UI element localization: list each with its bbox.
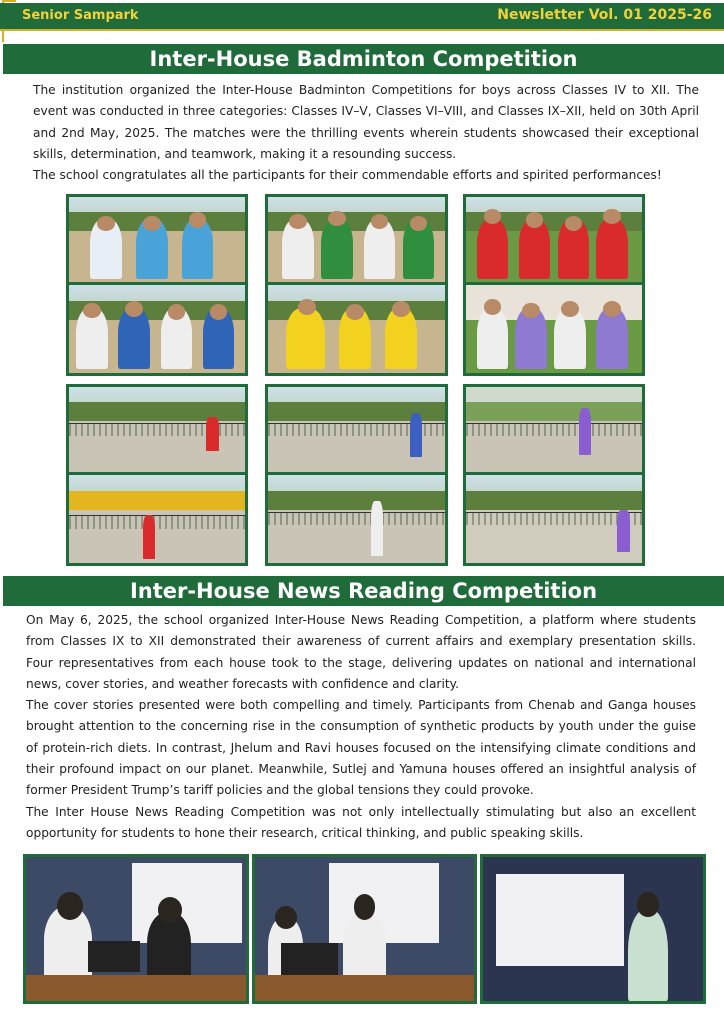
news-reading-paragraph-2: The cover stories presented were both compelling and timely. Participants from Chenab and Ganga houses brought attention to the concerning rise in the consumption of synthetic products by youth under the guise of protein-rich diets. In contrast, Jhelum and Ravi houses focused on the intensifying climate conditions and their profound impact on our planet. Meanwhile, Sutlej and Yamuna houses offered an insightful analysis of former President Trump’s tariff policies and the global tensions they could provoke. <box>26 698 696 798</box>
news-reading-photo-2 <box>252 854 477 1004</box>
news-reading-paragraph-3: The Inter House News Reading Competition was not only intellectually stimulating but also an excellent opportunity for students to hone their research, critical thinking, and public speaking skills. <box>26 804 696 840</box>
news-reading-section-title: Inter-House News Reading Competition <box>3 576 724 606</box>
badminton-paragraph-1: The institution organized the Inter-House Badminton Competitions for boys across Classes IV to XII. The event was conducted in three categories: Classes IV–V, Classes VI–VIII, and Classes IX–XII, held on 30th April and 2nd May, 2025. The matches were the thrilling events wherein students showcased their exceptional skills, determination, and teamwork, making it a resounding success. <box>33 83 699 161</box>
news-reading-paragraph-1: On May 6, 2025, the school organized Inter-House News Reading Competition, a platform where students from Classes IX to XII demonstrated their awareness of current affairs and exemplary presentation skills. Four representatives from each house took to the stage, delivering updates on national and international news, cover stories, and weather forecasts with confidence and clarity. <box>26 613 696 691</box>
badminton-action-photo-2 <box>265 384 448 566</box>
news-reading-photo-3 <box>480 854 706 1004</box>
badminton-section-title: Inter-House Badminton Competition <box>3 44 724 74</box>
badminton-action-photo-3 <box>463 384 645 566</box>
badminton-group-photo-3 <box>463 194 645 376</box>
badminton-article <box>33 80 699 186</box>
badminton-paragraph-2: The school congratulates all the participants for their commendable efforts and spirited performances! <box>33 168 662 183</box>
newsletter-name: Senior Sampark <box>22 8 139 23</box>
newsletter-header-bar <box>0 3 724 31</box>
badminton-group-photo-1 <box>66 194 248 376</box>
news-reading-photo-1 <box>23 854 249 1004</box>
news-reading-article <box>26 610 696 844</box>
badminton-group-photo-2 <box>265 194 448 376</box>
badminton-action-photo-1 <box>66 384 248 566</box>
newsletter-volume: Newsletter Vol. 01 2025-26 <box>497 7 712 23</box>
